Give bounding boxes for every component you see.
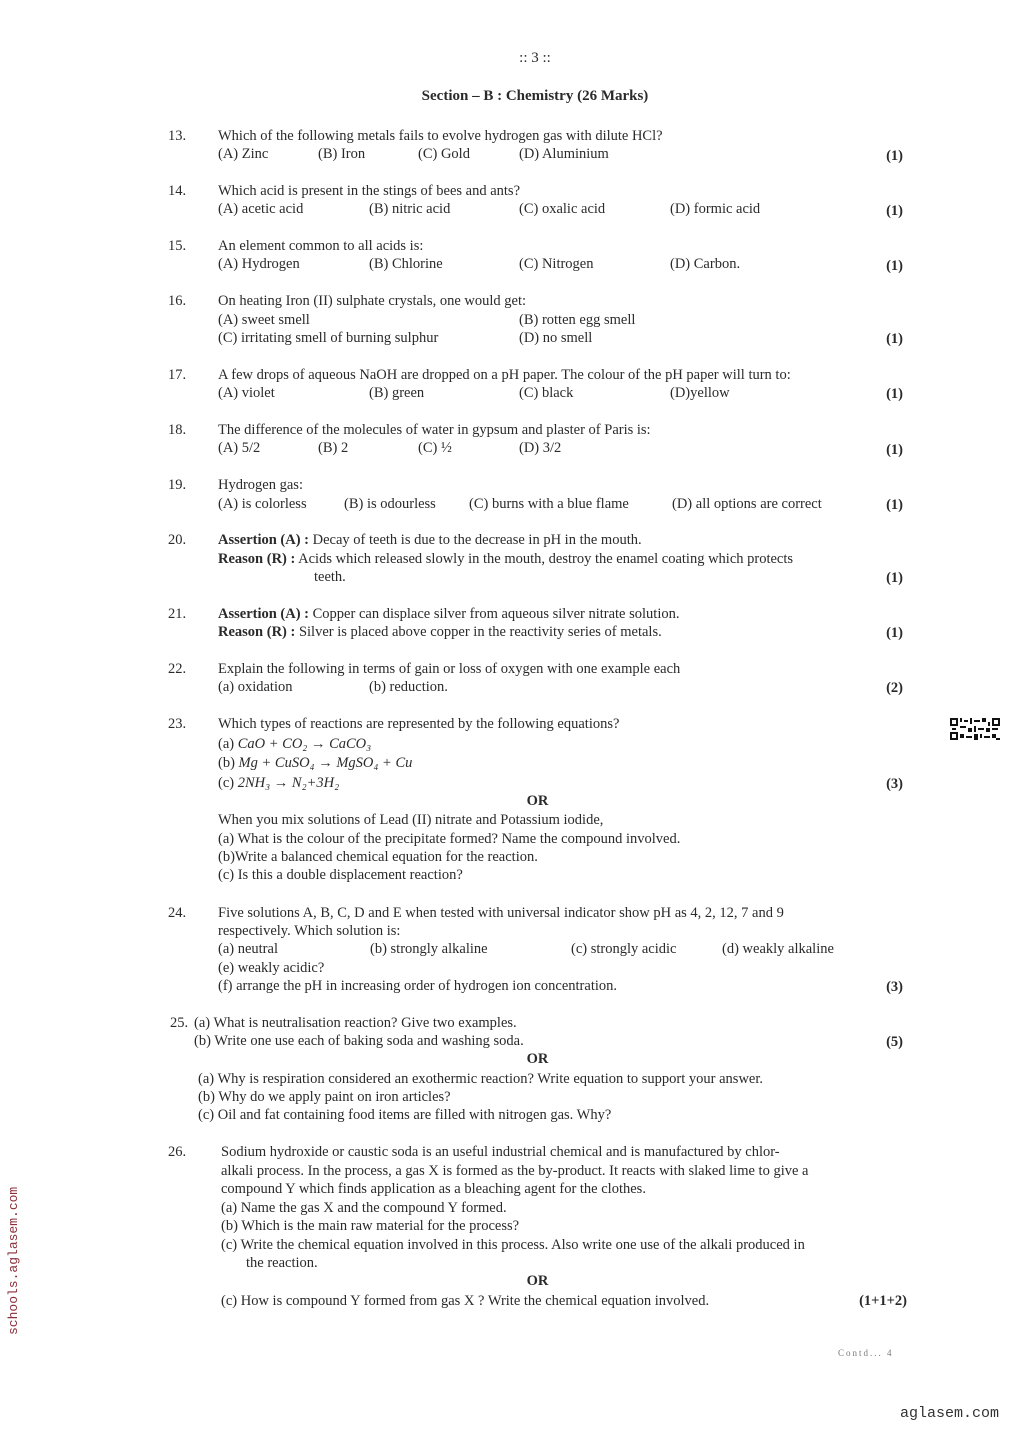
option-a: (A) Hydrogen: [218, 256, 300, 272]
marks: (1): [886, 625, 903, 641]
equation-c: (c) 2NH₃ → N₂+3H₂: [218, 775, 340, 791]
question-text: Which types of reactions are represented by the following equations?: [218, 716, 620, 732]
assertion-text: Decay of teeth is due to the decrease in pH in the mouth.: [309, 532, 642, 548]
marks: (1): [886, 570, 903, 586]
marks: (1): [886, 331, 903, 347]
assertion-label: Assertion (A) :: [218, 532, 310, 548]
question-number: 13.: [168, 128, 187, 144]
question-text: On heating Iron (II) sulphate crystals, one would get:: [218, 293, 527, 309]
assertion-text: Copper can displace silver from aqueous silver nitrate solution.: [309, 606, 680, 622]
marks: (1): [886, 497, 903, 513]
option-b: (B) is odourless: [344, 496, 436, 512]
part-a: (a) Name the gas X and the compound Y formed.: [221, 1200, 507, 1216]
option-c: (C) black: [519, 385, 574, 401]
alt-part-c: (c) Oil and fat containing food items are filled with nitrogen gas. Why?: [198, 1107, 612, 1123]
option-a: (A) Zinc: [218, 146, 269, 162]
part-a: (a) neutral: [218, 941, 278, 957]
option-d: (D) 3/2: [519, 440, 562, 456]
marks: (3): [886, 776, 903, 792]
page-number: :: 3 ::: [519, 50, 551, 66]
part-a: (a) oxidation: [218, 679, 293, 695]
alt-part-a: (a) What is the colour of the precipitate formed? Name the compound involved.: [218, 831, 681, 847]
reason: [218, 624, 662, 641]
option-c: (C) oxalic acid: [519, 201, 606, 217]
alt-intro: When you mix solutions of Lead (II) nitrate and Potassium iodide,: [218, 812, 604, 828]
alt-part-a: (a) Why is respiration considered an exothermic reaction? Write equation to support your answer.: [198, 1071, 764, 1087]
question-number: 19.: [168, 477, 187, 493]
option-a: (A) 5/2: [218, 440, 261, 456]
question-number: 25.: [170, 1015, 189, 1031]
option-a: (A) is colorless: [218, 496, 307, 512]
part-b: (b) strongly alkaline: [370, 941, 488, 957]
option-b: (B) 2: [318, 440, 349, 456]
alt-part-c: (c) How is compound Y formed from gas X ? Write the chemical equation involved.: [221, 1293, 710, 1309]
marks: (1): [886, 148, 903, 164]
option-d: (D)yellow: [670, 385, 730, 401]
option-d: (D) all options are correct: [672, 496, 822, 512]
or-divider: OR: [526, 793, 549, 809]
option-b: (B) Iron: [318, 146, 366, 162]
question-number: 20.: [168, 532, 187, 548]
question-number: 18.: [168, 422, 187, 438]
marks: (1): [886, 258, 903, 274]
watermark-side: schools.aglasem.com: [6, 1186, 21, 1335]
question-number: 22.: [168, 661, 187, 677]
assertion: [218, 606, 679, 623]
marks: (2): [886, 680, 903, 696]
question-text: The difference of the molecules of water in gypsum and plaster of Paris is:: [218, 422, 651, 438]
option-c: (C) ½: [418, 440, 452, 456]
question-text: An element common to all acids is:: [218, 238, 424, 254]
option-d: (D) no smell: [519, 330, 593, 346]
reason-text: Silver is placed above copper in the reactivity series of metals.: [295, 624, 662, 640]
part-c-continued: the reaction.: [246, 1255, 318, 1271]
alt-part-b: (b) Why do we apply paint on iron articles?: [198, 1089, 451, 1105]
option-c: (C) Nitrogen: [519, 256, 594, 272]
question-text: Explain the following in terms of gain or loss of oxygen with one example each: [218, 661, 681, 677]
option-b: (B) rotten egg smell: [519, 312, 636, 328]
question-number: 15.: [168, 238, 187, 254]
part-f: (f) arrange the pH in increasing order of hydrogen ion concentration.: [218, 978, 617, 994]
option-d: (D) Carbon.: [670, 256, 741, 272]
question-number: 26.: [168, 1144, 187, 1160]
option-b: (B) Chlorine: [369, 256, 443, 272]
option-c: (C) irritating smell of burning sulphur: [218, 330, 439, 346]
alt-part-b: (b)Write a balanced chemical equation for the reaction.: [218, 849, 538, 865]
part-b: (b) Write one use each of baking soda and washing soda.: [194, 1033, 524, 1049]
option-b: (B) nitric acid: [369, 201, 451, 217]
option-c: (C) burns with a blue flame: [469, 496, 629, 512]
marks: (1+1+2): [859, 1293, 907, 1309]
reason-text: Acids which released slowly in the mouth, destroy the enamel coating which protects: [295, 551, 794, 567]
marks: (1): [886, 203, 903, 219]
question-text-line-3: compound Y which finds application as a bleaching agent for the clothes.: [221, 1181, 646, 1197]
reason-continued: teeth.: [314, 569, 346, 585]
continued-note: Contd... 4: [838, 1348, 894, 1358]
option-b: (B) green: [369, 385, 425, 401]
question-text: Which acid is present in the stings of bees and ants?: [218, 183, 521, 199]
question-text-line-2: alkali process. In the process, a gas X is formed as the by-product. It reacts with slaked lime to give a: [221, 1163, 809, 1179]
assertion-label: Assertion (A) :: [218, 606, 310, 622]
part-c: (c) strongly acidic: [571, 941, 677, 957]
question-number: 24.: [168, 905, 187, 921]
option-c: (C) Gold: [418, 146, 470, 162]
equation-a: (a) CaO + CO₂ → CaCO₃: [218, 736, 372, 752]
or-divider: OR: [526, 1051, 549, 1067]
question-number: 14.: [168, 183, 187, 199]
marks: (5): [886, 1034, 903, 1050]
option-a: (A) violet: [218, 385, 275, 401]
marks: (3): [886, 979, 903, 995]
question-number: 17.: [168, 367, 187, 383]
reason-label: Reason (R) :: [218, 624, 296, 640]
question-text-continued: respectively. Which solution is:: [218, 923, 401, 939]
part-d: (d) weakly alkaline: [722, 941, 834, 957]
option-a: (A) sweet smell: [218, 312, 310, 328]
part-a: (a) What is neutralisation reaction? Give two examples.: [194, 1015, 517, 1031]
question-text: A few drops of aqueous NaOH are dropped on a pH paper. The colour of the pH paper will turn to:: [218, 367, 791, 383]
question-text: Which of the following metals fails to evolve hydrogen gas with dilute HCl?: [218, 128, 663, 144]
option-d: (D) Aluminium: [519, 146, 609, 162]
option-a: (A) acetic acid: [218, 201, 304, 217]
question-number: 16.: [168, 293, 187, 309]
question-number: 23.: [168, 716, 187, 732]
question-text: Five solutions A, B, C, D and E when tested with universal indicator show pH as 4, 2, 12, 7 and 9: [218, 905, 784, 921]
or-divider: OR: [526, 1273, 549, 1289]
qr-code-icon: [950, 718, 1000, 745]
assertion: [218, 532, 642, 549]
alt-part-c: (c) Is this a double displacement reaction?: [218, 867, 463, 883]
watermark-bottom: aglasem.com: [899, 1405, 999, 1422]
reason-label: Reason (R) :: [218, 551, 296, 567]
section-title: Section – B : Chemistry (26 Marks): [421, 88, 649, 104]
reason: [218, 551, 793, 568]
option-d: (D) formic acid: [670, 201, 761, 217]
marks: (1): [886, 386, 903, 402]
part-b: (b) Which is the main raw material for the process?: [221, 1218, 520, 1234]
marks: (1): [886, 442, 903, 458]
question-number: 21.: [168, 606, 187, 622]
part-b: (b) reduction.: [369, 679, 448, 695]
question-text-line-1: Sodium hydroxide or caustic soda is an useful industrial chemical and is manufactured by chlor-: [221, 1144, 780, 1160]
part-c: (c) Write the chemical equation involved in this process. Also write one use of the alkali produced in: [221, 1237, 805, 1253]
question-text: Hydrogen gas:: [218, 477, 303, 493]
equation-b: (b) Mg + CuSO₄ → MgSO₄ + Cu: [218, 755, 413, 771]
part-e: (e) weakly acidic?: [218, 960, 325, 976]
